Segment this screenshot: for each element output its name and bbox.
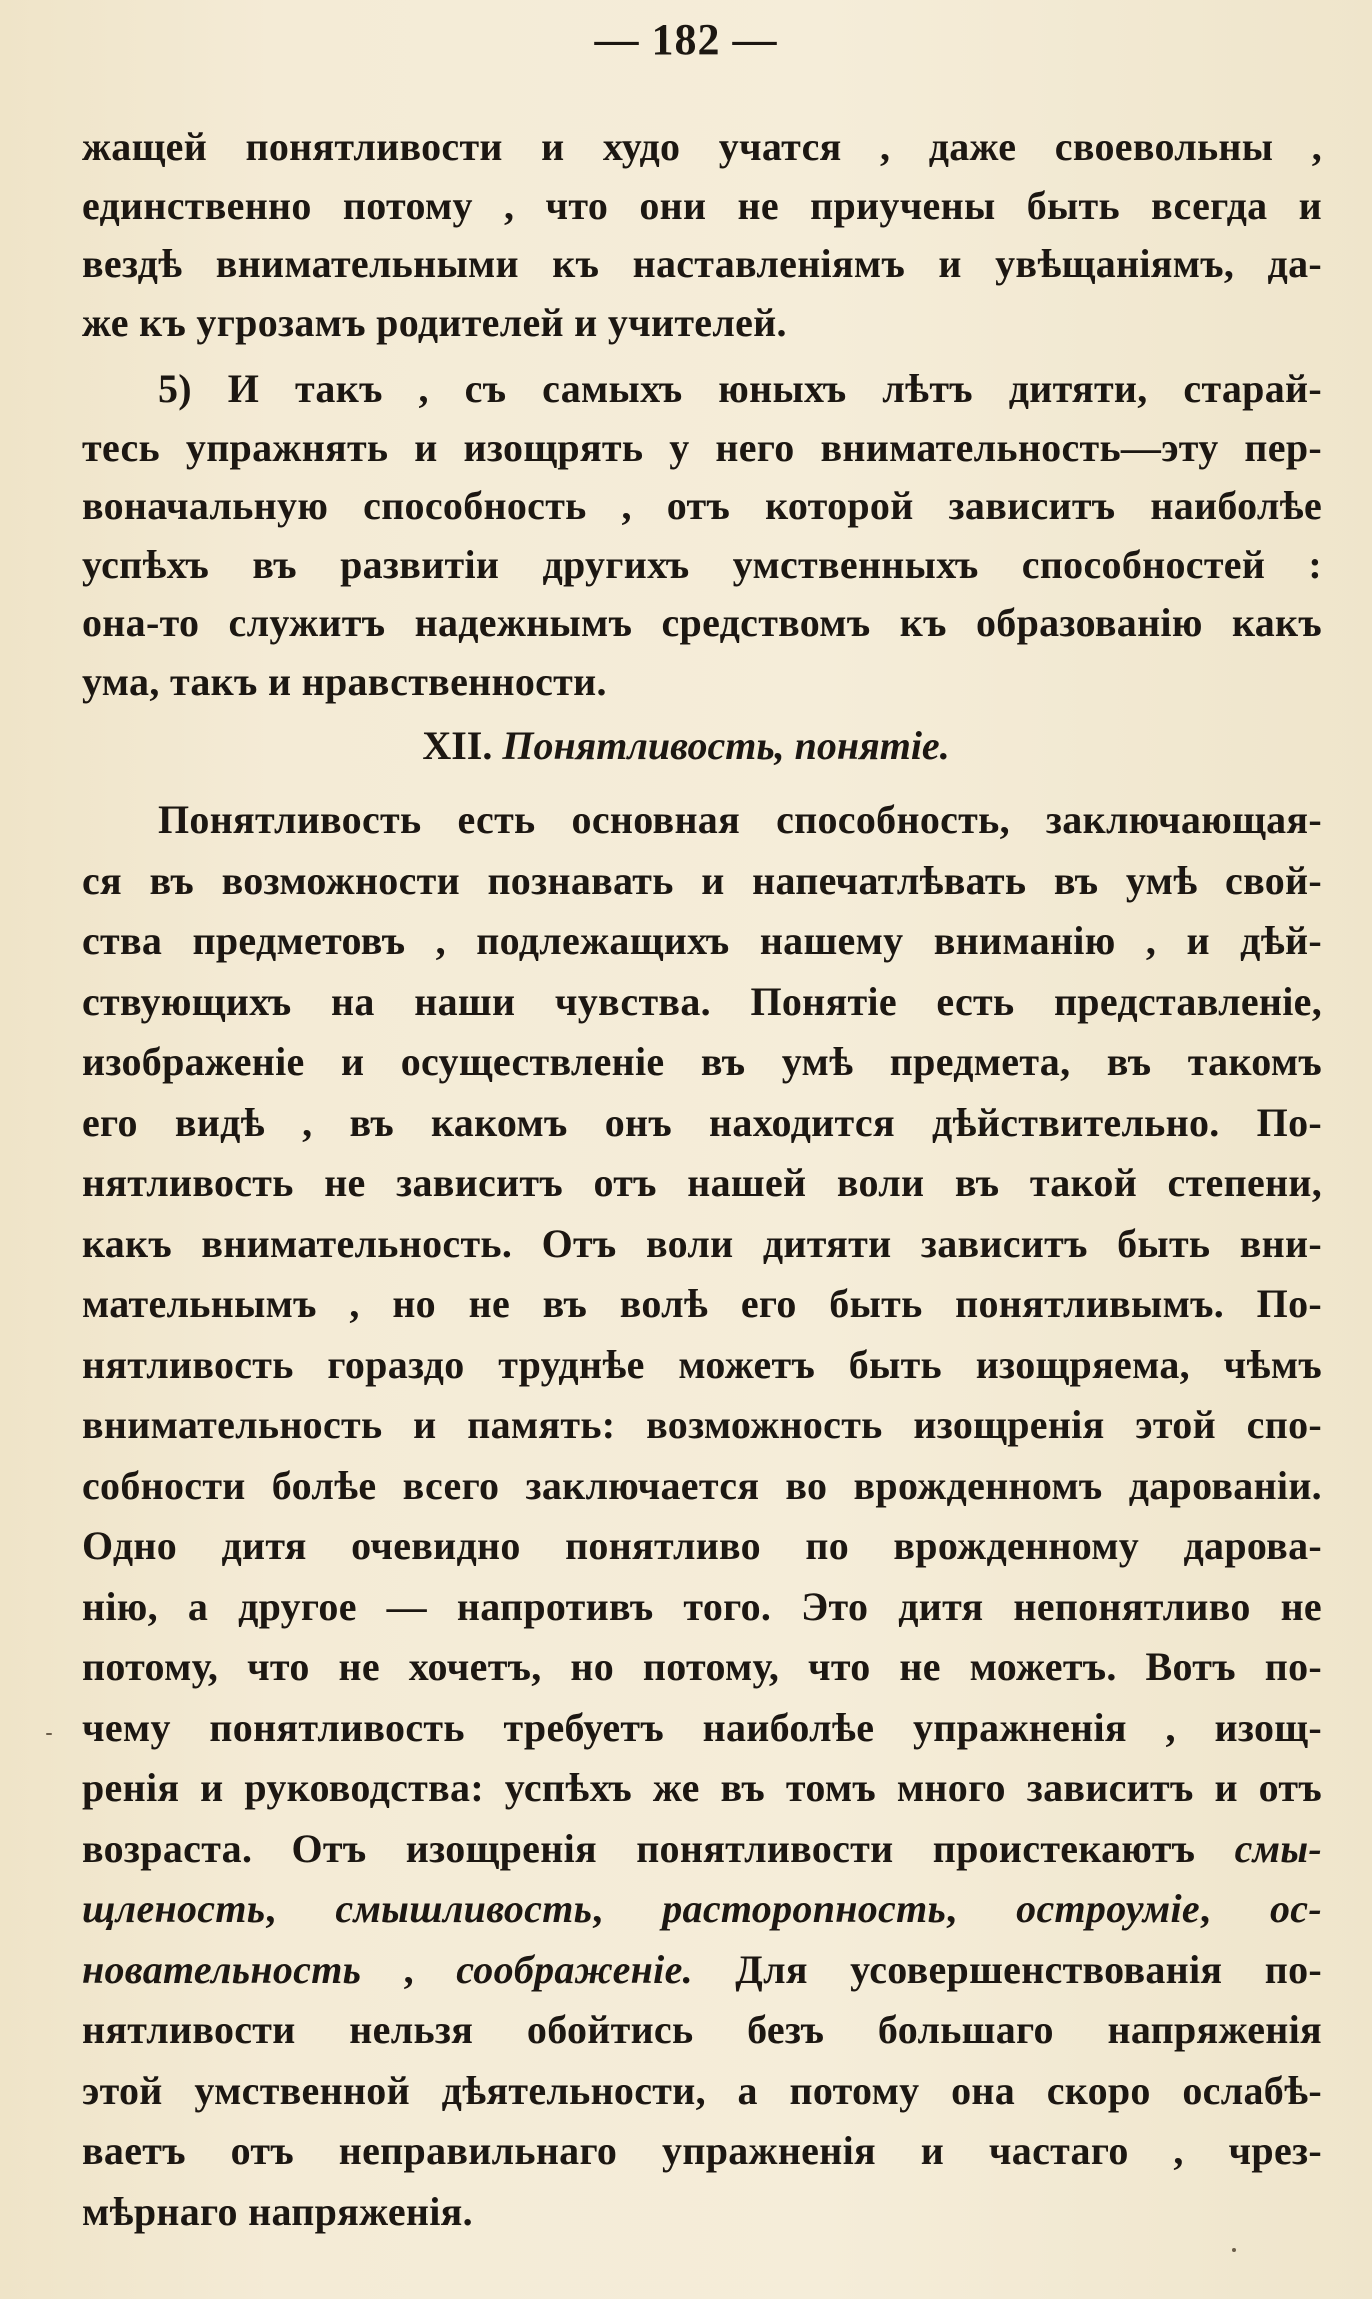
page-number: — 182 —: [594, 15, 778, 64]
text-line: ренія и руководства: успѣхъ же въ томъ много зависитъ и отъ: [82, 1765, 1322, 1810]
line-text: Для усовершенствованія по-: [692, 1946, 1322, 1992]
section-title: Понятливость, понятіе.: [502, 723, 950, 768]
term-separator: ,: [592, 1886, 663, 1931]
text-line: она-то служитъ надежнымъ средствомъ къ образованію какъ: [82, 600, 1322, 645]
text-line: же къ угрозамъ родителей и учителей.: [82, 299, 787, 345]
paper-speck: [1232, 2248, 1236, 2252]
text-line: нятливость не зависитъ отъ нашей воли въ такой степени,: [82, 1160, 1322, 1205]
text-line: какъ внимательность. Отъ воли дитяти зависитъ быть вни-: [82, 1220, 1322, 1266]
italic-term: щленость: [82, 1886, 266, 1931]
italic-term: ос-: [1269, 1886, 1322, 1931]
text-line: ваетъ отъ неправильнаго упражненія и частаго , чрез-: [82, 2128, 1322, 2173]
text-line: собности болѣе всего заключается во врожденномъ дарованіи.: [82, 1462, 1322, 1508]
text-line: чему понятливость требуетъ наиболѣе упражненія , изощ-: [82, 1704, 1322, 1750]
text-line: мѣрнаго напряженія.: [82, 2188, 473, 2234]
text-line-with-terms: [82, 1940, 1322, 2001]
text-line: Понятливость есть основная способность, заключающая-: [158, 797, 1322, 842]
text-line: нію, а другое — напротивъ того. Это дитя непонятливо не: [82, 1583, 1322, 1629]
section-heading: [0, 722, 1372, 769]
text-line: успѣхъ въ развитіи другихъ умственныхъ способностей :: [82, 541, 1322, 587]
term-separator: ,: [361, 1946, 457, 1992]
paper-speck: [46, 1733, 52, 1735]
paragraph-comprehension: [82, 790, 1322, 2242]
term-separator: ,: [946, 1886, 1017, 1931]
text-line: нятливости нельзя обойтись безъ большаго напряженія: [82, 2007, 1322, 2052]
text-line: ства предметовъ , подлежащихъ нашему вниманію , и дѣй-: [82, 918, 1322, 963]
text-line: воначальную способность , отъ которой зависитъ наиболѣе: [82, 483, 1322, 528]
italic-term: расторопность: [662, 1886, 947, 1931]
italic-term: смышливость: [335, 1886, 593, 1931]
text-line: Одно дитя очевидно понятливо по врожденному дарова-: [82, 1523, 1322, 1568]
paragraph-point-5: [82, 360, 1322, 711]
text-line-with-terms: [82, 1819, 1322, 1880]
text-line: жащей понятливости и худо учатся , даже своевольны ,: [82, 124, 1322, 169]
term-separator: ,: [1199, 1886, 1270, 1931]
text-line: ся въ возможности познавать и напечатлѣвать въ умѣ свой-: [82, 857, 1322, 903]
italic-term: смы-: [1234, 1825, 1322, 1871]
italic-term: новательность: [82, 1946, 362, 1992]
text-line: 5) И такъ , съ самыхъ юныхъ лѣтъ дитяти, старай-: [158, 366, 1322, 411]
italic-term: остроуміе: [1016, 1886, 1200, 1931]
paragraph-continued: [82, 118, 1322, 352]
line-text: возраста. Отъ изощренія понятливости проистекаютъ: [82, 1825, 1235, 1871]
section-number: XII.: [422, 723, 493, 768]
text-line: вездѣ внимательными къ наставленіямъ и увѣщаніямъ, да-: [82, 241, 1322, 286]
text-line-with-terms: [82, 1879, 1322, 1940]
text-line: ствующихъ на наши чувства. Понятіе есть представленіе,: [82, 978, 1322, 1024]
text-line: единственно потому , что они не приучены быть всегда и: [82, 182, 1322, 228]
text-line: нятливость гораздо труднѣе можетъ быть изощряема, чѣмъ: [82, 1341, 1322, 1387]
text-line: мательнымъ , но не въ волѣ его быть понятливымъ. По-: [82, 1281, 1322, 1326]
text-line: ума, такъ и нравственности.: [82, 658, 607, 704]
text-line: внимательность и память: возможность изощренія этой спо-: [82, 1402, 1322, 1447]
term-separator: ,: [265, 1886, 336, 1931]
text-line: изображеніе и осуществленіе въ умѣ предмета, въ такомъ: [82, 1039, 1322, 1084]
text-line: тесь упражнять и изощрять у него внимательность—эту пер-: [82, 424, 1322, 470]
italic-term: соображеніе.: [456, 1946, 693, 1992]
text-line: его видѣ , въ какомъ онъ находится дѣйствительно. По-: [82, 1099, 1322, 1145]
text-line: потому, что не хочетъ, но потому, что не можетъ. Вотъ по-: [82, 1644, 1322, 1689]
text-line: этой умственной дѣятельности, а потому она скоро ослабѣ-: [82, 2067, 1322, 2113]
